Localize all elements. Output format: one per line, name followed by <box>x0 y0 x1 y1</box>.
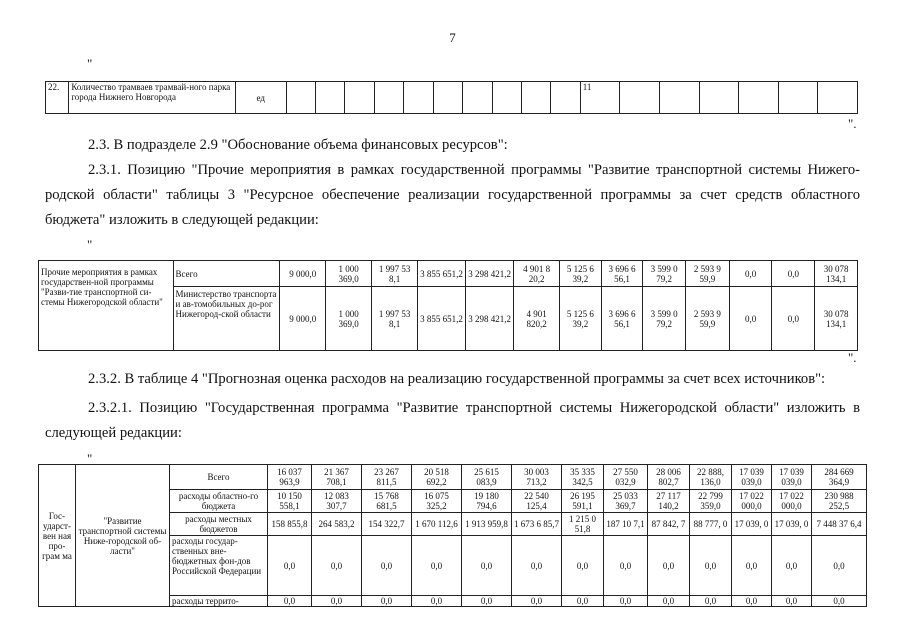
cell: 0,0 <box>729 287 772 351</box>
page-number: 7 <box>449 30 456 45</box>
cell: 1 670 112,6 <box>412 513 462 536</box>
cell: 15 768 681,5 <box>362 490 412 513</box>
cell: 25 615 083,9 <box>462 465 512 490</box>
cell: 30 078 134,1 <box>815 287 858 351</box>
paragraph-2-3-1-line3: бюджета" изложить в следующей редакции: <box>45 212 319 228</box>
cell: 0,0 <box>772 536 812 596</box>
cell: 3 298 421,2 <box>466 261 514 287</box>
paragraph-2-3-2: 2.3.2. В таблице 4 "Прогнозная оценка расходов на реализацию государственной программы за счет всех источников": <box>88 371 826 387</box>
cell: 0,0 <box>772 596 812 607</box>
cell: 17 022 000,0 <box>732 490 772 513</box>
cell: 0,0 <box>812 596 867 607</box>
paragraph-2-3-2-1-line2: следующей редакции: <box>45 425 182 441</box>
cell: 21 367 708,1 <box>312 465 362 490</box>
cell: 0,0 <box>268 596 312 607</box>
row-value: 11 <box>580 82 620 114</box>
cell: 12 083 307,7 <box>312 490 362 513</box>
cell: 158 855,8 <box>268 513 312 536</box>
cell: 88 777, 0 <box>690 513 732 536</box>
cell: 9 000,0 <box>280 287 326 351</box>
cell: 16 037 963,9 <box>268 465 312 490</box>
cell: 0,0 <box>604 596 648 607</box>
cell: 25 033 369,7 <box>604 490 648 513</box>
cell: 3 599 0 79,2 <box>643 287 686 351</box>
cell: 27 117 140,2 <box>648 490 690 513</box>
row-label: Всего <box>170 465 268 490</box>
row-number: 22. <box>46 82 69 114</box>
cell: 1 913 959,8 <box>462 513 512 536</box>
opening-quote: " <box>87 237 93 252</box>
table-forecast-4 <box>38 464 867 607</box>
cell: 1 000 369,0 <box>326 261 372 287</box>
cell: 0,0 <box>729 261 772 287</box>
paragraph-2-3-1-line2: родской области" таблицы 3 "Ресурсное обеспечение реализации государственной программы за счет средств областного <box>45 187 860 203</box>
cell: 3 696 6 56,1 <box>601 261 643 287</box>
cell: 0,0 <box>512 536 562 596</box>
cell: 0,0 <box>412 536 462 596</box>
cell: 0,0 <box>312 596 362 607</box>
cell: 0,0 <box>772 261 815 287</box>
cell: 19 180 794,6 <box>462 490 512 513</box>
cell: 0,0 <box>604 536 648 596</box>
cell: 17 039, 0 <box>772 513 812 536</box>
col-program-name: "Развитие транспортной системы Ниже-городской об-ласти" <box>76 465 170 607</box>
row-label: Всего <box>173 261 280 287</box>
cell: 0,0 <box>690 536 732 596</box>
cell: 30 003 713,2 <box>512 465 562 490</box>
cell: 5 125 6 39,2 <box>560 261 602 287</box>
cell: 30 078 134,1 <box>815 261 858 287</box>
cell: 0,0 <box>412 596 462 607</box>
cell: 0,0 <box>462 596 512 607</box>
table-row-22 <box>45 81 858 114</box>
cell: 17 039, 0 <box>732 513 772 536</box>
col-program-type: Гос-ударст-вен ная про-грам ма <box>39 465 76 607</box>
cell: 0,0 <box>312 536 362 596</box>
closing-quote: ". <box>848 350 857 365</box>
cell: 1 997 53 8,1 <box>372 261 418 287</box>
cell: 17 039 039,0 <box>732 465 772 490</box>
cell: 17 022 000,0 <box>772 490 812 513</box>
cell: 0,0 <box>772 287 815 351</box>
cell: 1 997 53 8,1 <box>372 287 418 351</box>
cell: 16 075 325,2 <box>412 490 462 513</box>
cell: 1 000 369,0 <box>326 287 372 351</box>
cell: 0,0 <box>648 536 690 596</box>
cell: 0,0 <box>690 596 732 607</box>
cell: 20 518 692,2 <box>412 465 462 490</box>
paragraph-2-3-2-1-line1: 2.3.2.1. Позицию "Государственная программа "Развитие транспортной системы Нижегородской области" изложить в <box>88 400 860 416</box>
row-label: расходы государ-ственных вне-бюджетных фон-дов Российской Федерации <box>170 536 268 596</box>
cell: 28 006 802,7 <box>648 465 690 490</box>
cell: 7 448 37 6,4 <box>812 513 867 536</box>
cell: 4 901 8 20,2 <box>514 261 560 287</box>
cell: 230 988 252,5 <box>812 490 867 513</box>
cell: 26 195 591,1 <box>562 490 604 513</box>
cell: 9 000,0 <box>280 261 326 287</box>
cell: 10 150 558,1 <box>268 490 312 513</box>
row-label: Министерство транспорта и ав-томобильных до-рог Нижегород-ской области <box>173 287 280 351</box>
cell: 0,0 <box>648 596 690 607</box>
cell: 1 673 6 85,7 <box>512 513 562 536</box>
cell: 0,0 <box>562 596 604 607</box>
row-label: расходы местных бюджетов <box>170 513 268 536</box>
opening-quote: " <box>87 56 93 71</box>
cell: 3 855 651,2 <box>418 261 466 287</box>
paragraph-2-3-1-line1: 2.3.1. Позицию "Прочие мероприятия в рамках государственной программы "Развитие транспортной системы Нижего- <box>88 162 860 178</box>
cell: 3 696 6 56,1 <box>601 287 643 351</box>
cell: 0,0 <box>732 536 772 596</box>
cell: 17 039 039,0 <box>772 465 812 490</box>
cell: 3 298 421,2 <box>466 287 514 351</box>
cell: 2 593 9 59,9 <box>686 261 730 287</box>
cell: 35 335 342,5 <box>562 465 604 490</box>
cell: 0,0 <box>812 536 867 596</box>
cell: 154 322,7 <box>362 513 412 536</box>
cell: 0,0 <box>362 536 412 596</box>
cell: 4 901 820,2 <box>514 287 560 351</box>
table-resources-3 <box>38 260 858 351</box>
cell: 27 550 032,9 <box>604 465 648 490</box>
cell: 22 540 125,4 <box>512 490 562 513</box>
cell: 1 215 0 51,8 <box>562 513 604 536</box>
cell: 0,0 <box>562 536 604 596</box>
cell: 0,0 <box>268 536 312 596</box>
cell: 3 599 0 79,2 <box>643 261 686 287</box>
cell: 2 593 9 59,9 <box>686 287 730 351</box>
cell: 0,0 <box>512 596 562 607</box>
cell: 22 888, 136,0 <box>690 465 732 490</box>
row-label: расходы областно-го бюджета <box>170 490 268 513</box>
cell: 0,0 <box>362 596 412 607</box>
row-name: Количество трамваев трамвай-ного парка города Нижнего Новгорода <box>69 82 235 114</box>
cell: 23 267 811,5 <box>362 465 412 490</box>
cell: 22 799 359,0 <box>690 490 732 513</box>
cell: 284 669 364,9 <box>812 465 867 490</box>
cell: 187 10 7,1 <box>604 513 648 536</box>
row-unit: ед <box>235 82 286 114</box>
closing-quote: ". <box>848 116 857 131</box>
cell: 264 583,2 <box>312 513 362 536</box>
cell: 87 842, 7 <box>648 513 690 536</box>
cell: 0,0 <box>462 536 512 596</box>
cell: 0,0 <box>732 596 772 607</box>
row-label: расходы террито- <box>170 596 268 607</box>
opening-quote: " <box>87 451 93 466</box>
cell: 5 125 6 39,2 <box>560 287 602 351</box>
paragraph-2-3: 2.3. В подразделе 2.9 "Обоснование объема финансовых ресурсов": <box>88 137 508 153</box>
program-name: Прочие мероприятия в рамках государствен-ной программы "Разви-тие транспортной си-стемы Нижегородской области" <box>39 261 174 351</box>
cell: 3 855 651,2 <box>418 287 466 351</box>
